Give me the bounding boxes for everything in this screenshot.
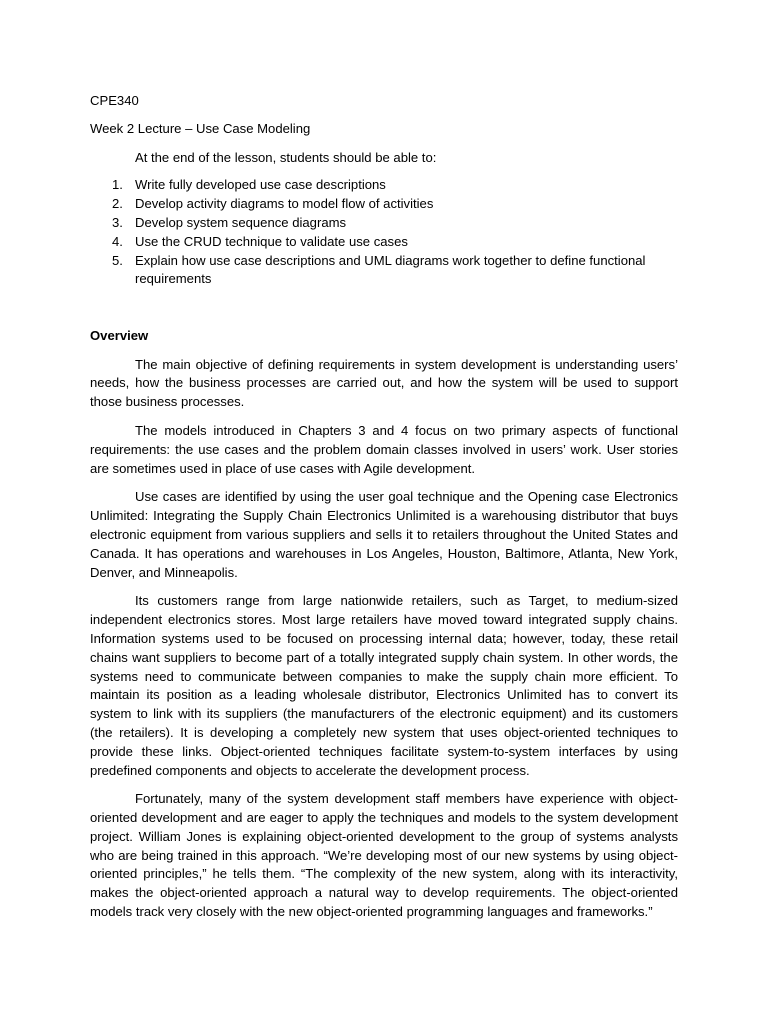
overview-paragraph: Fortunately, many of the system development staff members have experience with object-oriented development and are eager to apply the techniques and models to the system development project. William Jones is explaining object-oriented development to the group of systems analysts who are being trained in this approach. “We’re developing most of our new systems by using object-oriented principles,” he tells them. “The complexity of the new system, along with its interactivity, makes the object-oriented approach a natural way to develop requirements. The object-oriented models track very closely with the new object-oriented programming languages and frameworks.” (90, 791, 678, 920)
list-item (90, 195, 678, 214)
section-spacer (90, 289, 678, 327)
list-item (90, 252, 678, 290)
overview-heading: Overview (90, 328, 149, 344)
list-item-number: 2. (112, 196, 123, 212)
list-item-number: 4. (112, 233, 123, 249)
overview-paragraph: Its customers range from large nationwide retailers, such as Target, to medium-sized independent electronics stores. Most large retailers have moved toward integrated supply chains. Information systems used to be focused on processing internal data; however, today, these retail chains want suppliers to become part of a totally integrated supply chain system. In other words, the systems need to communicate between companies to make the supply chain more efficient. To maintain its position as a leading wholesale distributor, Electronics Unlimited has to convert its system to link with its suppliers (the manufacturers of the electronic equipment) and its customers (the retailers). It is developing a completely new system that uses object-oriented techniques to provide these links. Object-oriented techniques facilitate system-to-system interfaces by using predefined components and objects to accelerate the development process. (90, 593, 678, 778)
list-item-text: Use the CRUD technique to validate use cases (135, 233, 408, 249)
course-code: CPE340 (90, 93, 139, 108)
list-item-number: 3. (112, 215, 123, 231)
list-item-text: Develop system sequence diagrams (135, 215, 347, 231)
list-item-number: 1. (112, 177, 123, 193)
list-item-text: Develop activity diagrams to model flow of activities (135, 196, 434, 212)
document-page (90, 92, 678, 932)
list-item-number: 5. (112, 252, 123, 268)
overview-paragraph: The models introduced in Chapters 3 and 4 focus on two primary aspects of functional requirements: the use cases and the problem domain classes involved in users’ work. User stories are sometimes used in place of use cases with Agile development. (90, 422, 678, 476)
list-item (90, 214, 678, 233)
list-item-text: Explain how use case descriptions and UML diagrams work together to define functional requirements (135, 252, 646, 287)
list-item-text: Write fully developed use case descriptions (135, 177, 386, 193)
list-item (90, 233, 678, 252)
overview-paragraph: The main objective of defining requirements in system development is understanding users’ needs, how the business processes are carried out, and how the system will be used to support those business processes. (90, 356, 678, 410)
objectives-list (90, 176, 678, 289)
objectives-intro: At the end of the lesson, students should be able to: (135, 150, 437, 166)
lecture-title: Week 2 Lecture – Use Case Modeling (90, 121, 311, 137)
overview-paragraph: Use cases are identified by using the user goal technique and the Opening case Electronics Unlimited: Integrating the Supply Chain Electronics Unlimited is a warehousing distributor that buys electronic equipment from various suppliers and sells it to retailers throughout the United States and Canada. It has operations and warehouses in Los Angeles, Houston, Baltimore, Atlanta, New York, Denver, and Minneapolis. (90, 489, 678, 580)
list-item (90, 176, 678, 195)
